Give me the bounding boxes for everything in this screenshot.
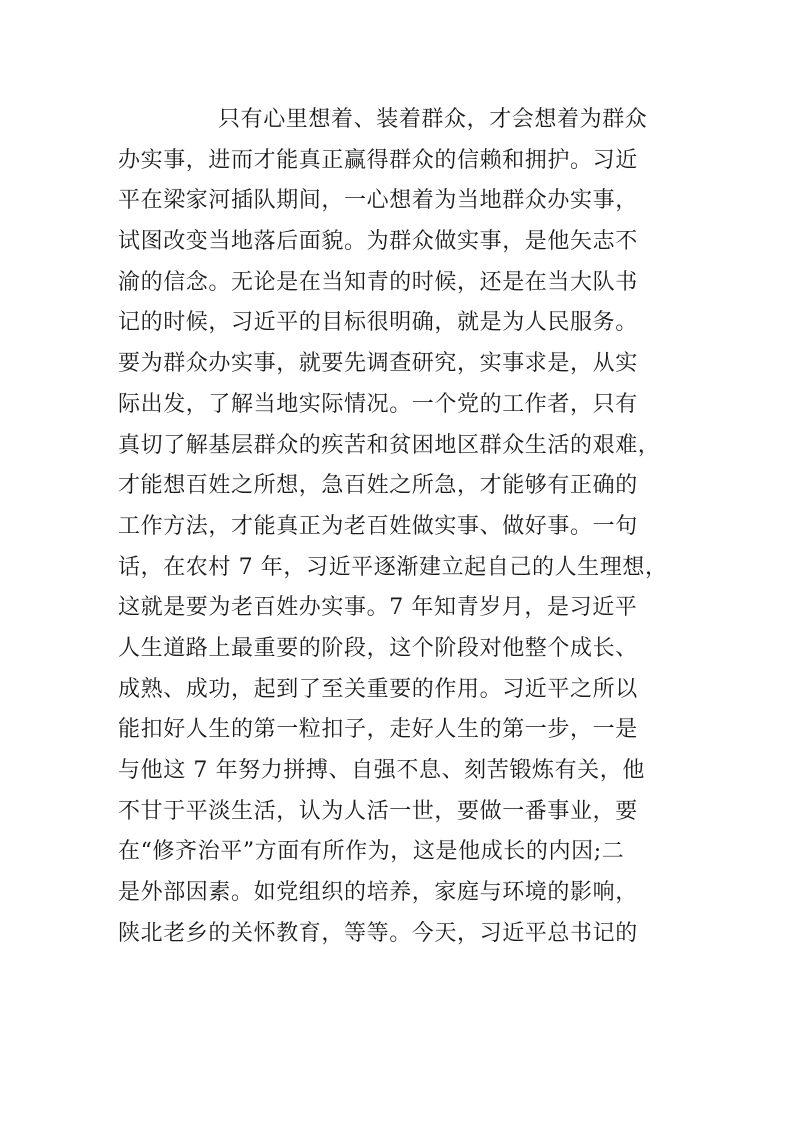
text-line: 际出发，了解当地实际情况。一个党的工作者，只有 <box>118 391 638 417</box>
text-line: 话，在农村 7 年，习近平逐渐建立起自己的人生理想， <box>118 554 668 580</box>
text-line: 记的时候，习近平的目标很明确，就是为人民服务。 <box>118 310 638 336</box>
text-line: 渝的信念。无论是在当知青的时候，还是在当大队书 <box>118 269 638 295</box>
text-line: 在“修齐治平”方面有所作为，这是他成长的内因;二 <box>118 839 625 865</box>
text-line: 与他这 7 年努力拼搏、自强不息、刻苦锻炼有关，他 <box>118 758 645 783</box>
text-line: 试图改变当地落后面貌。为群众做实事，是他矢志不 <box>118 229 638 255</box>
body-paragraph <box>118 100 688 954</box>
text-line: 人生道路上最重要的阶段，这个阶段对他整个成长、 <box>118 635 638 661</box>
text-line: 是外部因素。如党组织的培养，家庭与环境的影响， <box>118 880 638 906</box>
text-line: 能扣好人生的第一粒扣子，走好人生的第一步，一是 <box>118 717 638 743</box>
text-line: 平在梁家河插队期间，一心想着为当地群众办实事， <box>118 188 638 214</box>
text-line: 真切了解基层群众的疾苦和贫困地区群众生活的艰难， <box>118 432 661 458</box>
text-line: 陕北老乡的关怀教育，等等。今天，习近平总书记的 <box>118 920 638 946</box>
text-line: 成熟、成功，起到了至关重要的作用。习近平之所以 <box>118 676 638 702</box>
text-line: 办实事，进而才能真正赢得群众的信赖和拥护。习近 <box>118 147 638 173</box>
text-line: 工作方法，才能真正为老百姓做实事、做好事。一句 <box>118 513 638 539</box>
text-line: 不甘于平淡生活，认为人活一世，要做一番事业，要 <box>118 798 638 824</box>
text-line: 这就是要为老百姓办实事。7 年知青岁月，是习近平 <box>118 595 638 621</box>
text-line: 只有心里想着、装着群众，才会想着为群众 <box>218 107 648 132</box>
text-line: 才能想百姓之所想，急百姓之所急，才能够有正确的 <box>118 473 638 499</box>
text-line: 要为群众办实事，就要先调查研究，实事求是，从实 <box>118 351 638 377</box>
